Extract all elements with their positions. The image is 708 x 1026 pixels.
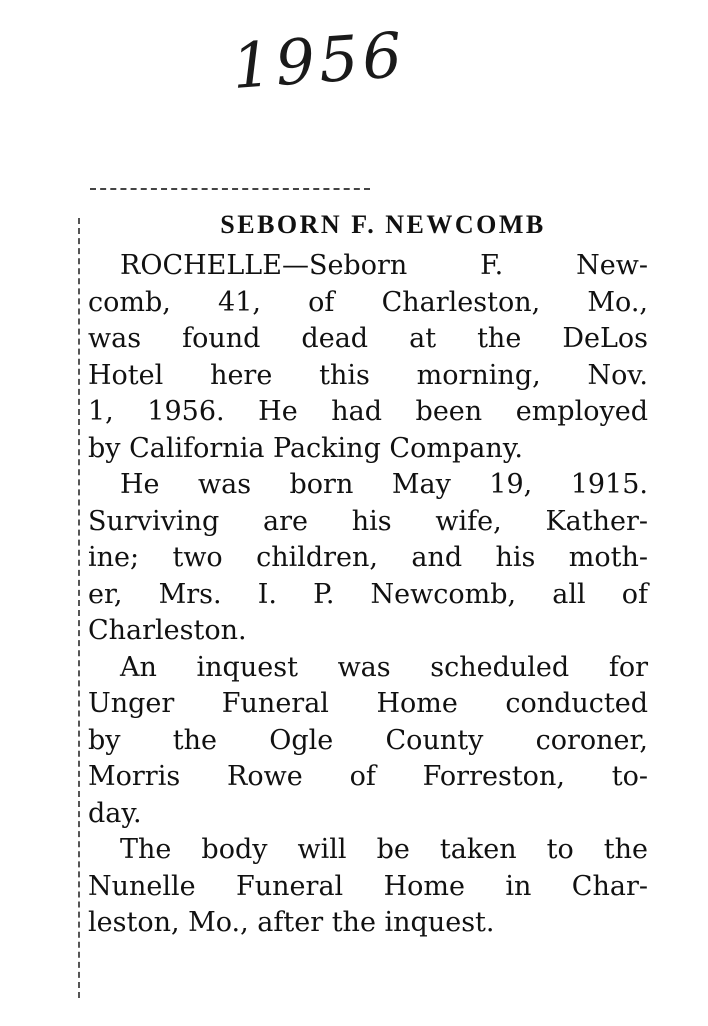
- text-line: Hotel here this morning, Nov.: [88, 359, 648, 391]
- text-line: ine; two children, and his moth-: [88, 542, 648, 573]
- text-line: 1, 1956. He had been employed: [88, 396, 648, 427]
- top-rule: [90, 188, 370, 190]
- article-paragraph-1: [88, 248, 648, 467]
- article-paragraph-4: [88, 832, 648, 942]
- text-line: He was born May 19, 1915.: [120, 469, 648, 500]
- text-line: Surviving are his wife, Kather-: [88, 505, 648, 537]
- article-paragraph-3: [88, 650, 648, 833]
- text-line: Nunelle Funeral Home in Char-: [88, 870, 648, 902]
- text-line: The body will be taken to the: [120, 834, 648, 865]
- text-line: day.: [88, 797, 142, 829]
- text-line: er, Mrs. I. P. Newcomb, all of: [88, 578, 648, 610]
- handwritten-year: 1956: [229, 18, 409, 103]
- newspaper-clipping: [88, 208, 648, 942]
- text-line: Unger Funeral Home conducted: [88, 688, 648, 719]
- text-line: by the Ogle County coroner,: [88, 724, 648, 756]
- article-headline: SEBORN F. NEWCOMB: [220, 210, 546, 239]
- text-line: was found dead at the DeLos: [88, 323, 648, 354]
- text-line: by California Packing Company.: [88, 432, 523, 464]
- text-line: comb, 41, of Charleston, Mo.,: [88, 286, 648, 318]
- text-line: Morris Rowe of Forreston, to-: [88, 761, 648, 792]
- clipping-left-border: [78, 218, 80, 998]
- text-line: An inquest was scheduled for: [120, 651, 648, 683]
- text-line: ROCHELLE—Seborn F. New-: [120, 250, 648, 281]
- text-line: leston, Mo., after the inquest.: [88, 907, 495, 938]
- article-paragraph-2: [88, 467, 648, 650]
- text-line: Charleston.: [88, 615, 247, 646]
